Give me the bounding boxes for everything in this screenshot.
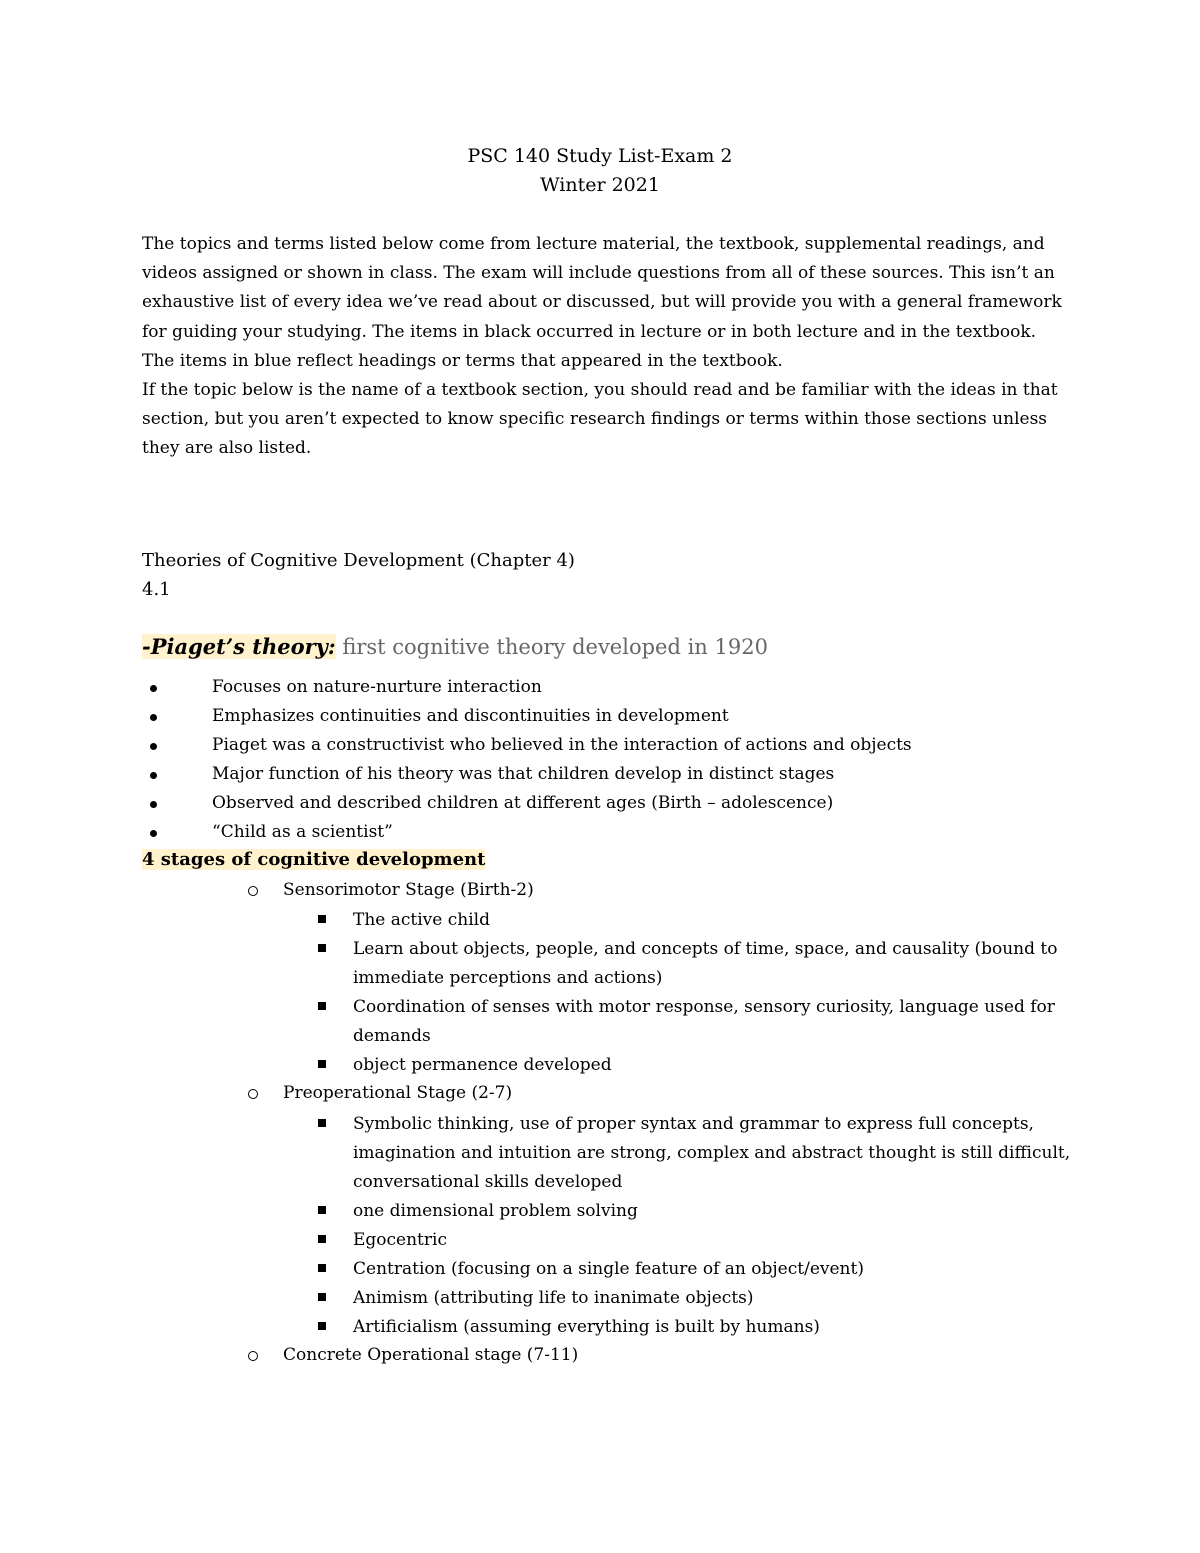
stage-concrete-operational: Concrete Operational stage (7-11) [283,1345,578,1365]
bullet-square-icon [318,1293,326,1301]
stages-heading: 4 stages of cognitive development [142,849,486,870]
bullet-square-icon [318,1235,326,1243]
list-item: one dimensional problem solving [353,1197,1073,1226]
list-item: The active child [353,906,1073,935]
bullet-square-icon [318,915,326,923]
bullet-dot-icon [150,772,157,779]
bullet-square-icon [318,1060,326,1068]
section-number: 4.1 [142,579,171,600]
bullet-square-icon [318,1322,326,1330]
list-item: Observed and described children at different ages (Birth – adolescence) [212,793,1092,813]
stage-preoperational: Preoperational Stage (2-7) [283,1083,512,1103]
bullet-square-icon [318,944,326,952]
list-item: “Child as a scientist” [212,822,1092,842]
bullet-dot-icon [150,743,157,750]
bullet-square-icon [318,1002,326,1010]
piaget-theory-label: -Piaget’s theory: [142,634,336,659]
list-item: Emphasizes continuities and discontinuities in development [212,706,1092,726]
bullet-circle-icon [248,1089,258,1099]
bullet-circle-icon [248,886,258,896]
list-item: Symbolic thinking, use of proper syntax and grammar to express full concepts, imagination and intuition are strong, complex and abstract thought is still difficult, conversational skills developed [353,1110,1073,1197]
stage-sensorimotor: Sensorimotor Stage (Birth-2) [283,880,534,900]
piaget-theory-description: first cognitive theory developed in 1920 [335,635,768,659]
intro-text [142,230,1062,464]
intro-paragraph-1: The topics and terms listed below come from lecture material, the textbook, supplemental readings, and videos assigned or shown in class. The exam will include questions from all of these sources. This isn’t an exhaustive list of every idea we’ve read about or discussed, but will provide you with a general framework for guiding your studying. The items in black occurred in lecture or in both lecture and in the textbook. The items in blue reflect headings or terms that appeared in the textbook. [142,234,1062,371]
bullet-circle-icon [248,1351,258,1361]
bullet-square-icon [318,1119,326,1127]
list-item: object permanence developed [353,1051,1073,1080]
list-item: Artificialism (assuming everything is built by humans) [353,1313,1073,1342]
bullet-dot-icon [150,830,157,837]
intro-paragraph-2: If the topic below is the name of a textbook section, you should read and be familiar with the ideas in that section, but you aren’t expected to know specific research findings or terms within those sections unless they are also listed. [142,380,1058,459]
document-term: Winter 2021 [540,174,660,196]
list-item: Learn about objects, people, and concepts of time, space, and causality (bound to immediate perceptions and actions) [353,935,1073,993]
list-item: Coordination of senses with motor response, sensory curiosity, language used for demands [353,993,1073,1051]
piaget-theory-heading [142,634,768,659]
list-item: Major function of his theory was that children develop in distinct stages [212,764,1092,784]
bullet-square-icon [318,1206,326,1214]
list-item: Egocentric [353,1226,1073,1255]
bullet-dot-icon [150,685,157,692]
bullet-dot-icon [150,714,157,721]
list-item: Centration (focusing on a single feature of an object/event) [353,1255,1073,1284]
section-title: Theories of Cognitive Development (Chapter 4) [142,550,575,571]
bullet-dot-icon [150,801,157,808]
list-item: Focuses on nature-nurture interaction [212,677,1092,697]
list-item: Animism (attributing life to inanimate objects) [353,1284,1073,1313]
bullet-square-icon [318,1264,326,1272]
document-title: PSC 140 Study List-Exam 2 [467,145,733,167]
list-item: Piaget was a constructivist who believed in the interaction of actions and objects [212,735,1092,755]
